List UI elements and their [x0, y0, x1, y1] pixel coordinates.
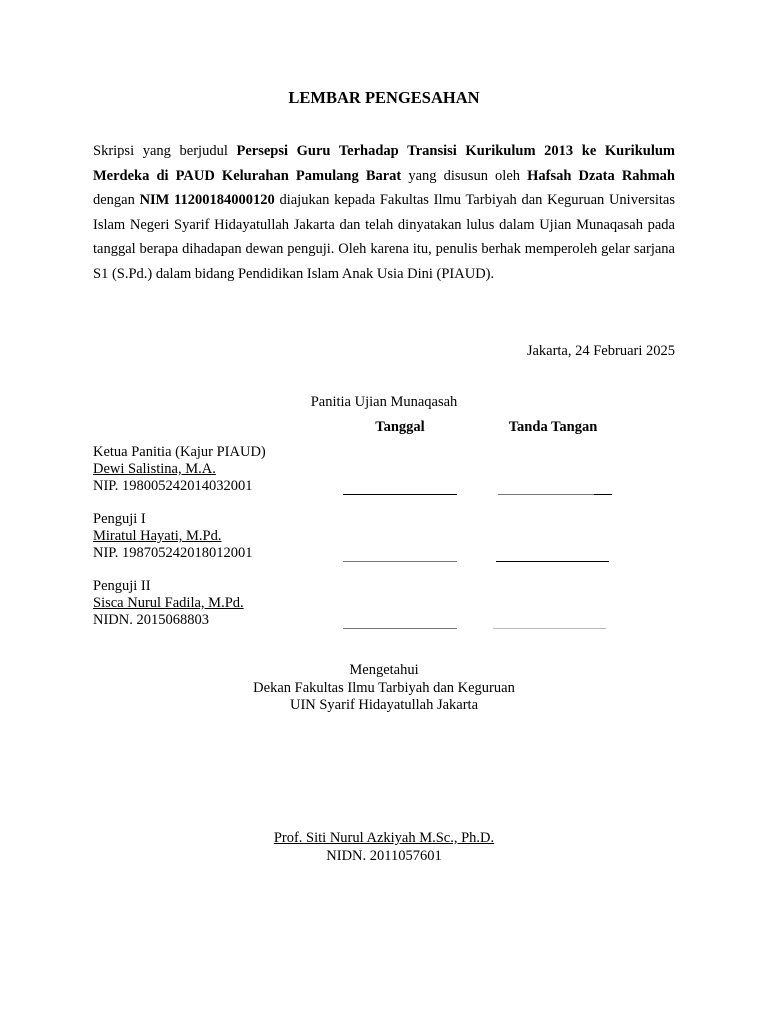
examiner-name: Miratul Hayati, M.Pd.: [93, 528, 222, 544]
examiner-id: NIP. 198705242018012001: [93, 545, 253, 561]
examiner-id: NIP. 198005242014032001: [93, 478, 253, 494]
signature-line-examiner-1: [496, 561, 609, 562]
closing-block: [0, 662, 768, 715]
place-date: Jakarta, 24 Februari 2025: [526, 343, 675, 359]
examiner-name: Dewi Salistina, M.A.: [93, 461, 216, 477]
examiner-1: [93, 511, 253, 562]
column-header-date: Tanggal: [375, 419, 425, 435]
approval-paragraph: [93, 139, 675, 287]
committee-title: Panitia Ujian Munaqasah: [310, 394, 458, 410]
examiner-name: Sisca Nurul Fadila, M.Pd.: [93, 595, 244, 611]
para-text-4: diajukan kepada Fakultas Ilmu Tarbiyah dan Keguruan Universitas Islam Negeri Syarif Hidayatullah Jakarta dan telah dinyatakan lulus dalam Ujian Munaqasah pada tanggal berapa dihadapan dewan penguji. Oleh karena itu, penulis berhak memperoleh gelar sarjana S1 (S.Pd.) dalam bidang Pendidikan Islam Anak Usia Dini (PIAUD).: [93, 192, 675, 282]
closing-acknowledged: Mengetahui: [349, 662, 419, 678]
signature-line-chair: [498, 494, 594, 495]
signature-line-examiner-2: [493, 628, 606, 629]
date-line-examiner-1: [343, 561, 457, 562]
para-text-3: dengan: [93, 192, 140, 209]
examiner-role: Penguji I: [93, 511, 146, 527]
para-text-1: Skripsi yang berjudul: [93, 143, 237, 159]
dean-id: NIDN. 2011057601: [326, 847, 442, 864]
examiner-role: Penguji II: [93, 578, 151, 594]
dean-name: Prof. Siti Nurul Azkiyah M.Sc., Ph.D.: [273, 830, 495, 846]
examiner-2: [93, 578, 244, 629]
dean-block: [0, 830, 768, 865]
date-line-examiner-2: [343, 628, 457, 629]
examiner-role: Ketua Panitia (Kajur PIAUD): [93, 444, 266, 460]
closing-dean-title: Dekan Fakultas Ilmu Tarbiyah dan Keguruan: [253, 679, 515, 696]
page-title: LEMBAR PENGESAHAN: [288, 88, 480, 107]
para-text-2: yang disusun oleh: [401, 167, 528, 184]
examiner-chair: [93, 444, 266, 495]
closing-university: UIN Syarif Hidayatullah Jakarta: [289, 697, 479, 713]
student-nim: NIM 11200184000120: [139, 192, 275, 209]
thesis-title: Persepsi Guru Terhadap Transisi Kurikulum 2013 ke Kurikulum Merdeka di PAUD Kelurahan Pamulang Barat: [93, 143, 675, 184]
signature-line-chair-end: [594, 494, 612, 495]
date-line-chair: [343, 494, 457, 495]
author-name: Hafsah Dzata Rahmah: [527, 167, 676, 184]
examiner-id: NIDN. 2015068803: [93, 612, 209, 628]
column-header-signature: Tanda Tangan: [508, 419, 598, 435]
